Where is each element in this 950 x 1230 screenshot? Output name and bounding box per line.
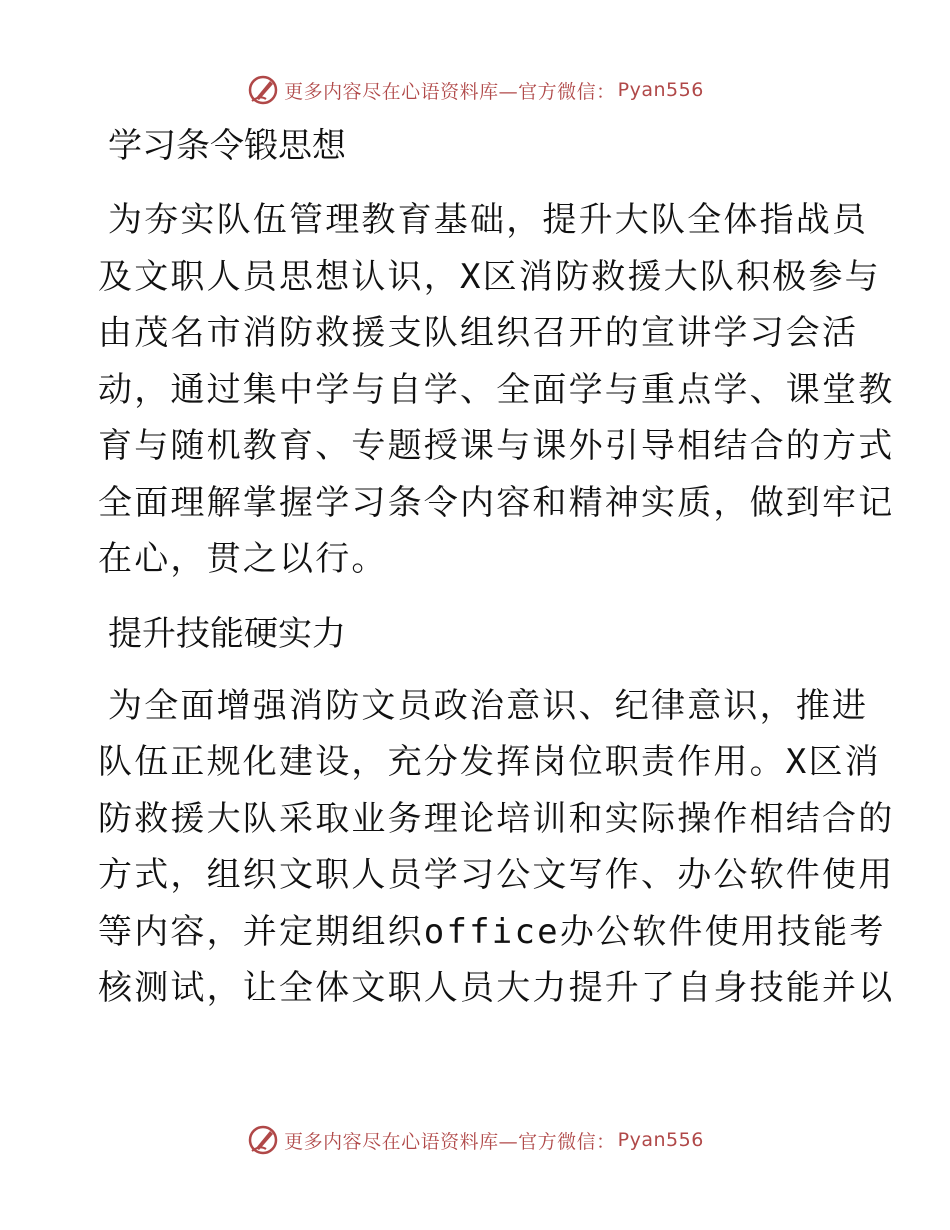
section-paragraph (98, 678, 895, 1017)
paragraph-line: 防救援大队采取业务理论培训和实际操作相结合的 (98, 798, 895, 839)
paragraph-line: 核测试，让全体文职人员大力提升了自身技能并以 (98, 968, 895, 1008)
paragraph-line: 为全面增强消防文员政治意识、纪律意识，推进 (108, 685, 869, 726)
header-watermark (0, 70, 950, 110)
paragraph-line: 全面理解掌握学习条令内容和精神实质，做到牢记 (98, 482, 895, 523)
pen-logo-icon (246, 1123, 280, 1157)
section-heading: 提升技能硬实力 (108, 613, 346, 654)
section-paragraph (98, 192, 895, 588)
paragraph-line: 等内容，并定期组织office办公软件使用技能考 (98, 911, 886, 952)
paragraph-line: 为夯实队伍管理教育基础，提升大队全体指战员 (108, 200, 869, 240)
watermark-text: 更多内容尽在心语资料库—官方微信： (284, 80, 616, 103)
watermark-wechat-id: Pyan556 (617, 79, 704, 101)
section-heading: 学习条令锻思想 (108, 126, 346, 166)
footer-watermark (0, 1120, 950, 1160)
paragraph-line: 育与随机教育、专题授课与课外引导相结合的方式 (98, 426, 895, 466)
watermark-wechat-id: Pyan556 (617, 1129, 704, 1151)
paragraph-line: 动，通过集中学与自学、全面学与重点学、课堂教 (98, 369, 895, 410)
paragraph-line: 在心，贯之以行。 (98, 539, 388, 579)
watermark-text: 更多内容尽在心语资料库—官方微信： (284, 1130, 616, 1153)
pen-logo-icon (246, 73, 280, 107)
paragraph-line: 及文职人员思想认识，X区消防救援大队积极参与 (98, 256, 881, 297)
paragraph-line: 队伍正规化建设，充分发挥岗位职责作用。X区消 (98, 742, 881, 782)
document-body (98, 118, 895, 1017)
paragraph-line: 方式，组织文职人员学习公文写作、办公软件使用 (98, 855, 895, 895)
paragraph-line: 由茂名市消防救援支队组织召开的宣讲学习会活 (98, 313, 859, 353)
